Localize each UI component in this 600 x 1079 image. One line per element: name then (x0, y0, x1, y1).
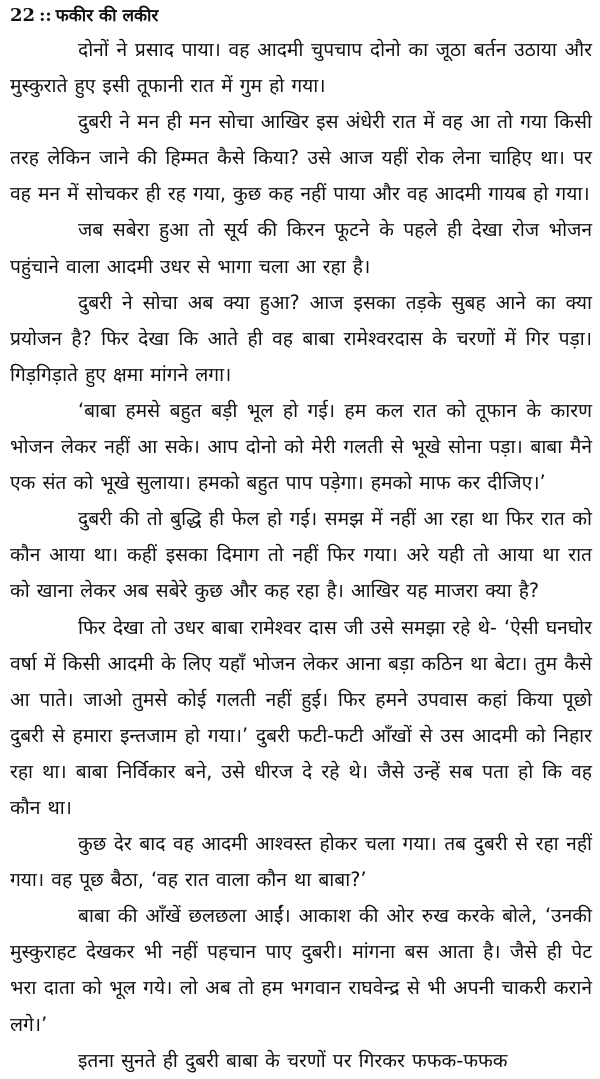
body-text (10, 32, 592, 1079)
header-separator: :: (39, 6, 52, 26)
paragraph: फिर देखा तो उधर बाबा रामेश्वर दास जी उसे समझा रहे थे- ‘ऐसी घनघोर वर्षा में किसी आदमी के लिए यहाँ भोजन लेकर आना बड़ा कठिन था बेटा। तुम कैसे आ पाते। जाओ तुमसे कोई गलती नहीं हुई। फिर हमने उपवास कहां किया पूछो दुबरी से हमारा इन्तजाम हो गया।’ दुबरी फटी-फटी आँखों से उस आदमी को निहार रहा था। बाबा निर्विकार बने, उसे धीरज दे रहे थे। जैसे उन्हें सब पता हो कि वह कौन था। (10, 615, 592, 819)
paragraph: दुबरी की तो बुद्धि ही फेल हो गई। समझ में नहीं आ रहा था फिर रात को कौन आया था। कहीं इसका दिमाग तो नहीं फिर गया। अरे यही तो आया था रात को खाना लेकर अब सबेरे कुछ और कह रहा है। आखिर यह माजरा क्या है? (10, 507, 592, 603)
paragraph: बाबा की आँखें छलछला आईं। आकाश की ओर रुख करके बोले, ‘उनकी मुस्कुराहट देखकर भी नहीं पहचान पाए दुबरी। मांगना बस आता है। जैसे ही पेट भरा दाता को भूल गये। लो अब तो हम भगवान राघवेन्द्र से भी अपनी चाकरी कराने लगे।’ (10, 904, 592, 1036)
paragraph: दुबरी ने सोचा अब क्या हुआ? आज इसका तड़के सुबह आने का क्या प्रयोजन है? फिर देखा कि आते ही वह बाबा रामेश्वरदास के चरणों में गिर पड़ा। गिड़गिड़ाते हुए क्षमा मांगने लगा। (10, 290, 592, 386)
paragraph: इतना सुनते ही दुबरी बाबा के चरणों पर गिरकर फफक-फफक (78, 1048, 508, 1072)
page-number: 22 (10, 5, 36, 26)
paragraph: दोनों ने प्रसाद पाया। वह आदमी चुपचाप दोनो का जूठा बर्तन उठाया और मुस्कुराते हुए इसी तूफानी रात में गुम हो गया। (10, 38, 592, 98)
paragraph: कुछ देर बाद वह आदमी आश्वस्त होकर चला गया। तब दुबरी से रहा नहीं गया। वह पूछ बैठा, ‘वह रात वाला कौन था बाबा?’ (10, 832, 592, 892)
paragraph: ‘बाबा हमसे बहुत बड़ी भूल हो गई। हम कल रात को तूफान के कारण भोजन लेकर नहीं आ सके। आप दोनो को मेरी गलती से भूखे सोना पड़ा। बाबा मैने एक संत को भूखे सुलाया। हमको बहुत पाप पड़ेगा। हमको माफ कर दीजिए।’ (10, 398, 592, 495)
book-title: फकीर की लकीर (55, 6, 159, 26)
paragraph: दुबरी ने मन ही मन सोचा आखिर इस अंधेरी रात में वह आ तो गया किसी तरह लेकिन जाने की हिम्मत कैसे किया? उसे आज यहीं रोक लेना चाहिए था। पर वह मन में सोचकर ही रह गया, कुछ कह नहीं पाया और वह आदमी गायब हो गया। (10, 110, 592, 206)
running-header (10, 4, 592, 28)
paragraph: जब सबेरा हुआ तो सूर्य की किरन फूटने के पहले ही देखा रोज भोजन पहुंचाने वाला आदमी उधर से भागा चला आ रहा है। (10, 218, 592, 278)
